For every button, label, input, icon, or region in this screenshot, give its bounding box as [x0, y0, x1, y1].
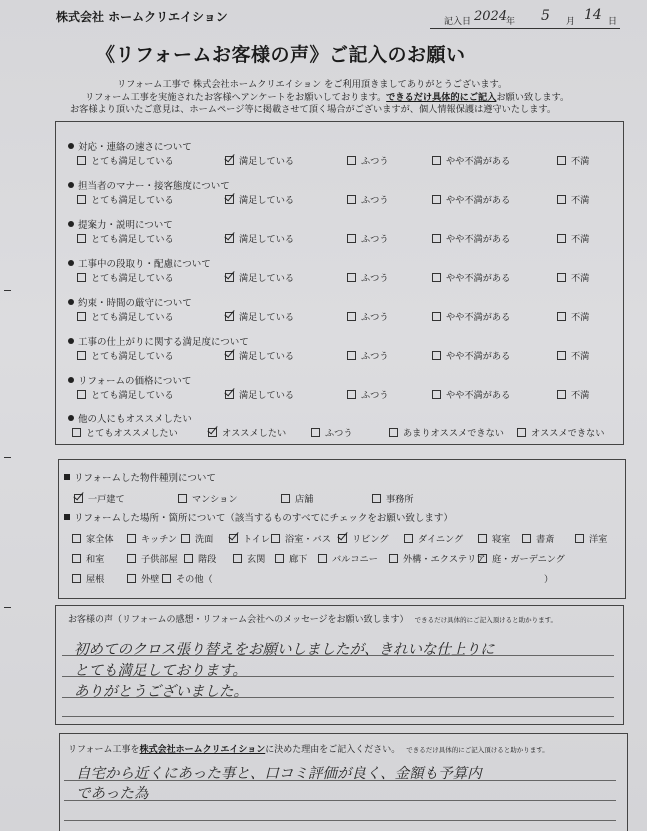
answer-option-label: やや不満がある [446, 156, 511, 167]
checkbox[interactable] [225, 312, 234, 321]
answer-option[interactable] [77, 309, 174, 323]
answer-option[interactable] [347, 309, 389, 323]
place-title-text: リフォームした場所・箇所について（該当するものすべてにチェックをお願い致します） [74, 513, 453, 524]
place-option[interactable] [389, 551, 485, 565]
answer-option[interactable] [557, 192, 589, 206]
answer-option[interactable] [432, 153, 510, 167]
answer-option-label: とても満足している [91, 156, 174, 167]
answer-option[interactable] [77, 192, 174, 206]
place-option-label: 洋室 [589, 534, 608, 545]
reason-heading-company: 株式会社ホームクリエイション [139, 745, 266, 755]
place-option-label: リビング [352, 534, 389, 545]
checkbox[interactable] [77, 195, 86, 204]
checkbox[interactable] [127, 534, 136, 543]
answer-option-label: やや不満がある [446, 351, 511, 362]
voice-heading [68, 612, 557, 625]
answer-option[interactable] [77, 270, 174, 284]
question-title-text: 担当者のマナー・接客態度について [78, 181, 230, 192]
question-title [68, 334, 249, 348]
intro-line-3: お客様より頂いたご意見は、ホームページ等に掲載させて頂く場合がございますが、個人情報保護は遵守いたします。 [70, 104, 557, 115]
checkbox[interactable] [347, 273, 356, 282]
checkbox[interactable] [318, 554, 327, 563]
answer-option-label: 不満 [571, 312, 590, 323]
checkbox[interactable] [162, 574, 171, 583]
checkbox[interactable] [77, 273, 86, 282]
answer-option-label: 不満 [571, 351, 590, 362]
checkbox[interactable] [432, 312, 441, 321]
place-option[interactable] [275, 551, 307, 565]
voice-rule [62, 716, 614, 717]
bullet-icon [68, 299, 74, 305]
checkbox[interactable] [77, 156, 86, 165]
property-type-option[interactable] [178, 491, 238, 505]
edge-mark [4, 457, 11, 458]
place-option[interactable] [522, 531, 554, 545]
checkbox[interactable] [275, 554, 284, 563]
date-label: 記入日 [444, 17, 472, 27]
checkbox[interactable] [338, 534, 347, 543]
answer-option-label: とても満足している [91, 273, 174, 284]
answer-option-label: 満足している [239, 273, 295, 284]
place-option[interactable] [233, 551, 265, 565]
checkbox[interactable] [347, 390, 356, 399]
property-type-option-label: 一戸建て [88, 494, 125, 505]
answer-option-label: 不満 [571, 156, 590, 167]
place-option[interactable] [127, 571, 159, 585]
answer-option-label: ふつう [361, 351, 389, 362]
checkbox[interactable] [557, 156, 566, 165]
checkbox[interactable] [208, 428, 217, 437]
question-title [68, 256, 211, 270]
answer-option[interactable] [557, 348, 589, 362]
checkbox[interactable] [72, 554, 81, 563]
checkbox[interactable] [389, 554, 398, 563]
question-title-text: 工事中の段取り・配慮について [78, 259, 211, 270]
place-option-label: 家全体 [86, 534, 114, 545]
answer-option[interactable] [347, 387, 389, 401]
property-type-option-label: 事務所 [386, 494, 414, 505]
checkbox[interactable] [184, 554, 193, 563]
intro-line-2a: リフォーム工事を実施されたお客様へアンケートをお願いしております。 [85, 92, 387, 103]
place-option-label: 屋根 [86, 574, 105, 585]
checkbox[interactable] [522, 534, 531, 543]
checkbox[interactable] [557, 273, 566, 282]
place-option[interactable] [229, 531, 270, 545]
answer-option-label: とても満足している [91, 390, 174, 401]
reason-note: できるだけ具体的にご記入頂けると助かります。 [406, 746, 549, 754]
checkbox[interactable] [432, 351, 441, 360]
answer-option[interactable] [432, 231, 510, 245]
property-type-option[interactable] [281, 491, 313, 505]
checkbox[interactable] [347, 234, 356, 243]
answer-option[interactable] [432, 192, 510, 206]
answer-option[interactable] [225, 348, 294, 362]
answer-option-label: やや不満がある [446, 273, 511, 284]
question-title [68, 217, 173, 231]
bullet-icon [68, 182, 74, 188]
recommend-option-label: とてもオススメしたい [86, 428, 178, 439]
place-option[interactable] [184, 551, 216, 565]
place-option[interactable] [127, 551, 178, 565]
place-title [64, 510, 453, 524]
place-option[interactable] [72, 551, 104, 565]
recommend-option[interactable] [72, 425, 178, 439]
answer-option-label: ふつう [361, 234, 389, 245]
answer-option-label: やや不満がある [446, 195, 511, 206]
checkbox[interactable] [281, 494, 290, 503]
checkbox[interactable] [127, 574, 136, 583]
place-option[interactable] [181, 531, 213, 545]
answer-option-label: 満足している [239, 195, 295, 206]
answer-option[interactable] [225, 153, 294, 167]
bullet-icon [68, 415, 74, 421]
place-option[interactable] [72, 571, 104, 585]
answer-option[interactable] [432, 309, 510, 323]
date-year[interactable]: 2024 [474, 9, 508, 24]
answer-option[interactable] [432, 348, 510, 362]
place-option-label: その他（ [176, 574, 213, 585]
answer-option-label: 満足している [239, 234, 295, 245]
checkbox[interactable] [127, 554, 136, 563]
answer-option[interactable] [77, 231, 174, 245]
answer-option[interactable] [225, 270, 294, 284]
checkbox[interactable] [311, 428, 320, 437]
checkbox[interactable] [557, 234, 566, 243]
property-type-option[interactable] [372, 491, 414, 505]
place-option[interactable] [271, 531, 331, 545]
checkbox[interactable] [229, 534, 238, 543]
question-title-text: 約束・時間の厳守について [78, 298, 192, 309]
recommend-title [68, 411, 192, 425]
recommend-option[interactable] [389, 425, 504, 439]
checkbox[interactable] [478, 534, 487, 543]
place-option-label: ダイニング [418, 534, 464, 545]
place-option-label: 玄関 [247, 554, 266, 565]
intro-line-2c: お願い致します。 [496, 92, 570, 103]
checkbox[interactable] [517, 428, 526, 437]
checkbox[interactable] [575, 534, 584, 543]
checkbox[interactable] [225, 195, 234, 204]
answer-option[interactable] [557, 270, 589, 284]
question-title [68, 178, 230, 192]
question-title-text: 工事の仕上がりに関する満足度について [78, 337, 249, 348]
answer-option-label: やや不満がある [446, 390, 511, 401]
answer-option[interactable] [347, 153, 389, 167]
checkbox[interactable] [233, 554, 242, 563]
checkbox[interactable] [225, 351, 234, 360]
answer-option[interactable] [225, 387, 294, 401]
checkbox[interactable] [389, 428, 398, 437]
answer-option[interactable] [347, 270, 389, 284]
reason-heading-a: リフォーム工事を [68, 745, 140, 755]
place-option-label: キッチン [141, 534, 178, 545]
checkbox[interactable] [432, 273, 441, 282]
place-option-label: 階段 [198, 554, 217, 565]
place-option-label: 外壁 [141, 574, 160, 585]
answer-option-label: 不満 [571, 390, 590, 401]
place-option[interactable] [575, 531, 607, 545]
answer-option-label: ふつう [361, 156, 389, 167]
answer-option-label: とても満足している [91, 351, 174, 362]
bullet-icon [68, 377, 74, 383]
property-type-option[interactable] [74, 491, 125, 505]
checkbox[interactable] [347, 195, 356, 204]
recommend-option[interactable] [517, 425, 604, 439]
answer-option-label: 満足している [239, 312, 295, 323]
place-option[interactable] [478, 551, 565, 565]
date-month-unit: 月 [566, 17, 576, 27]
checkbox[interactable] [77, 390, 86, 399]
answer-option[interactable] [77, 387, 174, 401]
page-title: 《リフォームお客様の声》ご記入のお願い [96, 44, 466, 66]
checkbox[interactable] [178, 494, 187, 503]
place-option[interactable] [478, 531, 510, 545]
recommend-option-label: オススメしたい [222, 428, 287, 439]
answer-option-label: やや不満がある [446, 312, 511, 323]
checkbox[interactable] [557, 312, 566, 321]
edge-mark [4, 290, 11, 291]
bullet-icon [68, 221, 74, 227]
checkbox[interactable] [225, 234, 234, 243]
checkbox[interactable] [557, 351, 566, 360]
question-title-text: リフォームの価格について [78, 376, 192, 387]
voice-text-line-3[interactable]: ありがとうございました。 [74, 684, 248, 700]
checkbox[interactable] [181, 534, 190, 543]
answer-option[interactable] [225, 231, 294, 245]
checkbox[interactable] [271, 534, 280, 543]
answer-option-label: 満足している [239, 390, 295, 401]
checkbox[interactable] [557, 390, 566, 399]
place-option[interactable] [404, 531, 463, 545]
reason-heading [68, 742, 549, 755]
date-day-unit: 日 [608, 17, 618, 27]
checkbox[interactable] [478, 554, 487, 563]
answer-option[interactable] [77, 153, 174, 167]
checkbox[interactable] [404, 534, 413, 543]
checkbox[interactable] [77, 312, 86, 321]
question-title [68, 373, 191, 387]
place-option-label: 洗面 [195, 534, 214, 545]
place-option-label: バルコニー [332, 554, 378, 565]
property-type-option-label: 店舗 [295, 494, 314, 505]
place-option-label: 寝室 [492, 534, 511, 545]
square-bullet-icon [64, 514, 70, 520]
question-title-text: 提案力・説明について [78, 220, 173, 231]
answer-option-label: 不満 [571, 234, 590, 245]
answer-option-label: ふつう [361, 390, 389, 401]
recommend-option[interactable] [311, 425, 353, 439]
place-option-label: 書斎 [536, 534, 555, 545]
intro-line-1: リフォーム工事で 株式会社ホームクリエイション をご利用頂きましてありがとうございます。 [117, 79, 508, 90]
checkbox[interactable] [432, 195, 441, 204]
reason-heading-b: に決めた理由をご記入ください。 [265, 745, 401, 755]
checkbox[interactable] [432, 156, 441, 165]
answer-option[interactable] [77, 348, 174, 362]
place-option[interactable] [72, 531, 114, 545]
checkbox[interactable] [77, 234, 86, 243]
recommend-option-label: ふつう [325, 428, 353, 439]
question-title [68, 295, 192, 309]
checkbox[interactable] [372, 494, 381, 503]
place-option-label: 廊下 [289, 554, 308, 565]
checkbox[interactable] [432, 390, 441, 399]
checkbox[interactable] [557, 195, 566, 204]
answer-option[interactable] [557, 153, 589, 167]
checkbox[interactable] [347, 351, 356, 360]
answer-option[interactable] [432, 270, 510, 284]
answer-option-label: とても満足している [91, 312, 174, 323]
checkbox[interactable] [72, 534, 81, 543]
bullet-icon [68, 143, 74, 149]
place-option[interactable] [162, 571, 213, 585]
answer-option-label: 不満 [571, 273, 590, 284]
voice-text-line-2[interactable]: とても満足しております。 [74, 663, 247, 679]
voice-note: できるだけ具体的にご記入頂けると助かります。 [414, 616, 558, 624]
answer-option-label: ふつう [361, 273, 389, 284]
place-option[interactable] [318, 551, 378, 565]
checkbox[interactable] [77, 351, 86, 360]
recommend-option[interactable] [208, 425, 286, 439]
checkbox[interactable] [347, 312, 356, 321]
answer-option[interactable] [432, 387, 510, 401]
edge-mark [4, 607, 11, 608]
checkbox[interactable] [74, 494, 83, 503]
voice-text-line-1[interactable]: 初めてのクロス張り替えをお願いしましたが、きれいな仕上りに [74, 642, 495, 658]
place-option[interactable] [127, 531, 177, 545]
answer-option[interactable] [347, 348, 389, 362]
answer-option[interactable] [347, 231, 389, 245]
answer-option-label: 満足している [239, 351, 295, 362]
property-type-option-label: マンション [192, 494, 238, 505]
voice-heading-text: お客様の声（リフォームの感想・リフォーム会社へのメッセージをお願い致します） [68, 615, 409, 625]
property-type-title [64, 470, 216, 484]
checkbox[interactable] [432, 234, 441, 243]
square-bullet-icon [64, 474, 70, 480]
checkbox[interactable] [72, 574, 81, 583]
answer-option-label: 不満 [571, 195, 590, 206]
bullet-icon [68, 338, 74, 344]
answer-option-label: やや不満がある [446, 234, 511, 245]
question-title-text: 対応・連絡の速さについて [78, 142, 192, 153]
reason-text-line-2[interactable]: であった為 [76, 786, 149, 802]
reason-rule [64, 820, 616, 821]
place-option-label: 庭・ガーデニング [492, 554, 565, 565]
answer-option-label: 満足している [239, 156, 295, 167]
question-title [68, 139, 192, 153]
answer-option[interactable] [557, 309, 589, 323]
intro-line-2-emphasis: できるだけ具体的にご記入 [386, 92, 497, 103]
answer-option[interactable] [225, 192, 294, 206]
checkbox[interactable] [72, 428, 81, 437]
answer-option[interactable] [225, 309, 294, 323]
bullet-icon [68, 260, 74, 266]
answer-option[interactable] [347, 192, 389, 206]
recommend-option-label: オススメできない [531, 428, 605, 439]
answer-option-label: ふつう [361, 195, 389, 206]
date-year-unit: 年 [506, 17, 516, 27]
answer-option-label: とても満足している [91, 195, 174, 206]
answer-option[interactable] [557, 387, 589, 401]
checkbox[interactable] [225, 390, 234, 399]
place-option-label: トイレ [243, 534, 271, 545]
other-close-paren: ） [544, 574, 554, 585]
answer-option-label: ふつう [361, 312, 389, 323]
place-option[interactable] [338, 531, 389, 545]
recommend-option-label: あまりオススメできない [403, 428, 504, 439]
reason-text-line-1[interactable]: 自宅から近くにあった事と、口コミ評価が良く、金額も予算内 [76, 766, 482, 782]
checkbox[interactable] [347, 156, 356, 165]
place-option-label: 子供部屋 [141, 554, 178, 565]
checkbox[interactable] [225, 156, 234, 165]
checkbox[interactable] [225, 273, 234, 282]
property-type-title-text: リフォームした物件種別について [74, 473, 216, 484]
place-option-label: 外構・エクステリア [403, 554, 486, 565]
recommend-title-text: 他の人にもオススメしたい [78, 414, 192, 425]
date-day[interactable]: 14 [584, 7, 602, 23]
place-option-label: 浴室・バス [285, 534, 331, 545]
answer-option[interactable] [557, 231, 589, 245]
company-name: 株式会社 ホームクリエイション [56, 10, 228, 24]
place-option-label: 和室 [86, 554, 105, 565]
answer-option-label: とても満足している [91, 234, 174, 245]
date-month[interactable]: 5 [541, 8, 550, 24]
